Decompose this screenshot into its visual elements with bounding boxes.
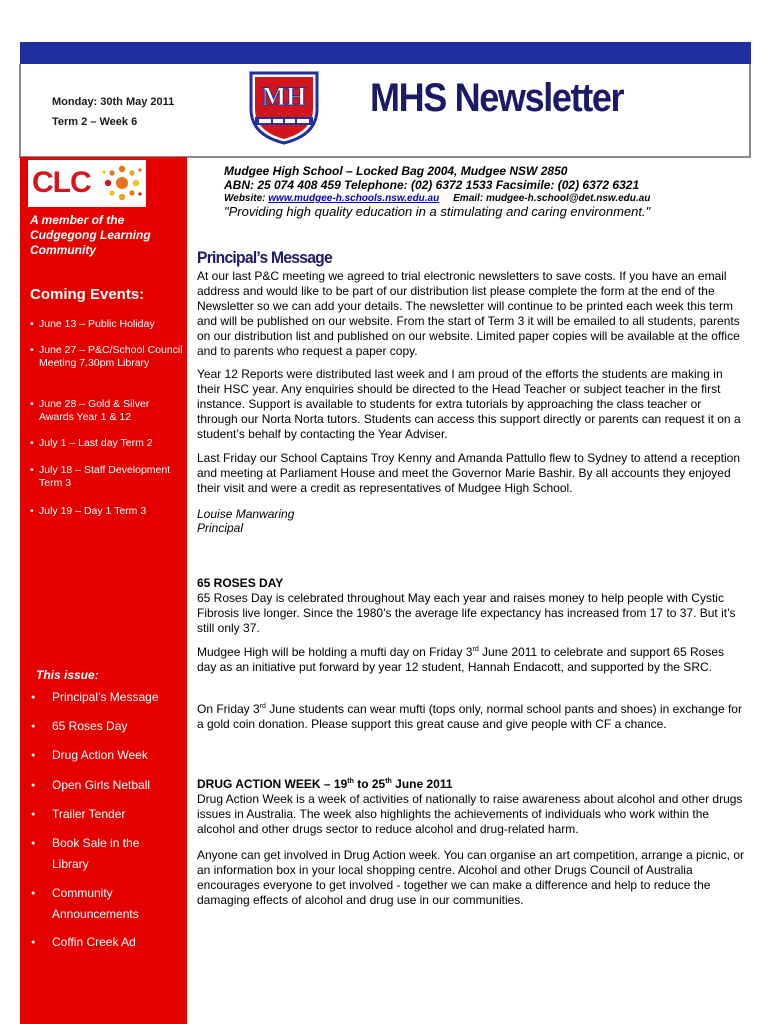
issue-item: ● Book Sale in the Library: [28, 833, 178, 875]
drug-action-heading: [197, 777, 453, 792]
principal-paragraph: At our last P&C meeting we agreed to trial electronic newsletters to save costs. If you have an email address and would like to be part of our distribution list please complete the form at the end of the Newsletter so we can add your details. The newsletter will continue to be printed each week this term and will be published on our website. From the start of Term 3 it will be emailed to all students, parents on our distribution list and published on our website. Limited paper copies will be available at the office and to parents who request a paper copy.: [197, 269, 740, 358]
event-item: • July 19 – Day 1 Term 3: [28, 505, 183, 518]
roses-paragraph: [197, 645, 745, 675]
crest-letters: MH: [261, 82, 307, 111]
issue-item: ● Trailer Tender: [28, 804, 178, 825]
school-motto: "Providing high quality education in a stimulating and caring environment.": [224, 204, 651, 219]
text-run: DRUG ACTION WEEK – 19: [197, 777, 348, 791]
coming-events-title: Coming Events:: [30, 286, 145, 303]
event-item: • June 13 – Public Holiday: [28, 318, 183, 331]
email-address[interactable]: mudgee-h.school@det.nsw.edu.au: [485, 193, 651, 204]
text-run: to 25: [353, 777, 386, 791]
contact-address: Mudgee High School – Locked Bag 2004, Mudgee NSW 2850: [224, 164, 568, 178]
event-item: • June 27 – P&C/School Council Meeting 7.30pm Library: [28, 344, 183, 370]
roses-paragraph: 65 Roses Day is celebrated throughout May each year and raises money to help people with Cystic Fibrosis live longer. Since the 1980’s the average life expectancy has increased from 17 to 37. But it’s still only 37.: [197, 591, 736, 635]
clc-logo-text: CLC: [32, 166, 91, 199]
clc-logo: [28, 160, 146, 207]
superscript: th: [347, 778, 354, 785]
contact-abn-phone: ABN: 25 074 408 459 Telephone: (02) 6372 1533 Facsimile: (02) 6372 6321: [224, 178, 640, 192]
newsletter-title: MHS Newsletter: [370, 76, 624, 120]
contact-web-email: [224, 193, 650, 204]
text-run: Mudgee High will be holding a mufti day on Friday 3: [197, 645, 473, 659]
issue-item: ● Community Announcements: [28, 883, 178, 925]
superscript: rd: [259, 703, 266, 710]
event-item: • June 28 – Gold & Silver Awards Year 1 & 12: [28, 398, 183, 424]
event-item: • July 18 – Staff Development Term 3: [28, 464, 183, 490]
text-run: June students can wear mufti (tops only, normal school pants and shoes) in exchange for a gold coin donation. Please support this great cause and give people with CF a chance.: [197, 702, 742, 731]
member-text: A member of the Cudgegong Learning Community: [30, 213, 151, 257]
issue-date: Monday: 30th May 2011: [52, 96, 175, 108]
principal-message-heading: Principal’s Message: [197, 248, 332, 267]
issue-item: ● Coffin Creek Ad: [28, 932, 178, 953]
school-crest-icon: [245, 69, 323, 145]
event-item: • July 1 – Last day Term 2: [28, 437, 183, 450]
principal-paragraph: Year 12 Reports were distributed last week and I am proud of the efforts the students are making in their HSC year. Any enquiries should be directed to the Head Teacher or subject teacher in the first instance. Support is available to students for extra tutorials by approaching the class teacher or through our Norta Norta tutors. Students can access this support directly or parents can request it on a student’s behalf by contacting the Year Adviser.: [197, 367, 741, 441]
issue-item: ● Principal’s Message: [28, 687, 178, 708]
superscript: rd: [472, 646, 479, 653]
issue-item: ● Drug Action Week: [28, 745, 178, 766]
principal-paragraph: Last Friday our School Captains Troy Kenny and Amanda Pattullo flew to Sydney to attend a reception and meeting at Parliament House and meet the Governor Marie Bashir. By all accounts they enjoyed their visit and were a credit as representatives of Mudgee High School.: [197, 451, 740, 495]
roses-paragraph: [197, 702, 745, 732]
text-run: June 2011 to celebrate and support 65 Roses day as an initiative put forward by year 12 student, Hannah Endacott, and supported by the SRC.: [197, 645, 724, 674]
this-issue-title: This issue:: [36, 668, 99, 682]
principal-signature-name: Louise Manwaring: [197, 507, 295, 521]
issue-term: Term 2 – Week 6: [52, 116, 138, 128]
website-label: Website:: [224, 193, 266, 204]
email-label: Email:: [453, 193, 484, 204]
drug-paragraph: Anyone can get involved in Drug Action week. You can organise an art competition, arrange a picnic, or an information box in your local shopping centre. Alcohol and other Drugs Council of Australia encourages everyone to get involved - together we can make a difference and help to reduce the damaging effects of alcohol and drug use in our communities.: [197, 848, 745, 907]
superscript: th: [385, 778, 392, 785]
text-run: June 2011: [391, 777, 453, 791]
website-link[interactable]: www.mudgee-h.schools.nsw.edu.au: [268, 193, 440, 204]
text-run: On Friday 3: [197, 702, 260, 716]
roses-day-heading: 65 ROSES DAY: [197, 576, 284, 590]
issue-item: ● 65 Roses Day: [28, 716, 178, 737]
header-banner-bar: [20, 42, 751, 64]
clc-sun-icon: [100, 162, 144, 205]
drug-paragraph: Drug Action Week is a week of activities of nationally to raise awareness about alcohol and other drugs issues in Australia. The week also highlights the achievements of individuals who work within the alcohol and other drugs sector to reduce alcohol and drug-related harm.: [197, 792, 743, 836]
issue-item: ● Open Girls Netball: [28, 775, 178, 796]
principal-signature-title: Principal: [197, 521, 244, 535]
